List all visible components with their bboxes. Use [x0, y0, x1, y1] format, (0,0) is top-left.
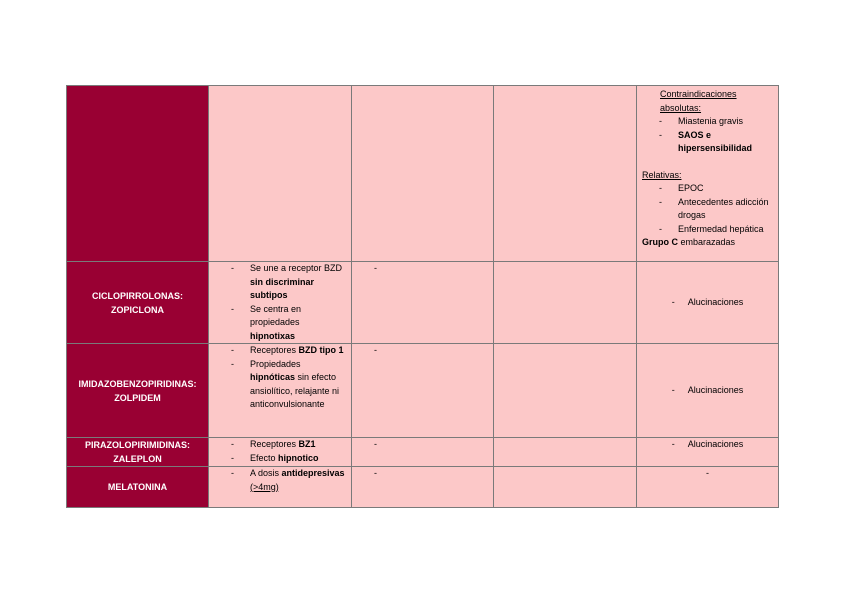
drug-name-cell: IMIDAZOBENZOPIRIDINAS: ZOLPIDEM [67, 344, 209, 438]
drug-table [66, 85, 779, 508]
table-cell [494, 467, 637, 508]
mechanism-cell [209, 438, 352, 467]
table-cell [494, 86, 637, 262]
table-row [67, 344, 779, 438]
mechanism-cell [209, 467, 352, 508]
list-item: - A dosis antidepresivas (>4mg) [231, 468, 345, 492]
list-item: - Receptores BZ1 [231, 439, 316, 449]
list-item: - Se une a receptor BZD sin discriminar subtipos [231, 263, 343, 300]
table-row [67, 467, 779, 508]
absolute-contraindications-heading: Contraindicaciones absolutas: [660, 89, 737, 113]
list-item: - Se centra en propiedades hipnotixas [231, 303, 302, 341]
relative-contraindications-list [642, 182, 770, 236]
side-effects-cell: - Alucinaciones [637, 262, 779, 344]
list-item: - Propiedades hipnóticas sin efecto ansiolítico, relajante ni anticonvulsionante [231, 358, 340, 409]
contraindications-cell [637, 86, 779, 262]
list-item: - Receptores BZD tipo 1 [231, 345, 344, 355]
drug-name-cell [67, 86, 209, 262]
list-item: - SAOS e hipersensibilidad [659, 129, 753, 153]
mechanism-cell [209, 344, 352, 438]
list-item: - Enfermedad hepática [659, 223, 764, 234]
drug-name-cell: PIRAZOLOPIRIMIDINAS: ZALEPLON [67, 438, 209, 467]
table-cell [494, 344, 637, 438]
table-cell: - [352, 467, 494, 508]
table-row [67, 86, 779, 262]
table-row [67, 262, 779, 344]
table-cell: - [352, 262, 494, 344]
table-cell [494, 438, 637, 467]
mechanism-cell [209, 262, 352, 344]
mechanism-cell [209, 86, 352, 262]
table-row [67, 438, 779, 467]
drug-name-cell: CICLOPIRROLONAS: ZOPICLONA [67, 262, 209, 344]
absolute-contraindications-list [642, 115, 770, 156]
table-cell: - [352, 438, 494, 467]
table-cell [352, 86, 494, 262]
list-item: - Miastenia gravis [659, 116, 744, 126]
table-cell [494, 262, 637, 344]
list-item: - EPOC [659, 183, 704, 193]
side-effects-cell: - [637, 467, 779, 508]
relative-contraindications-heading: Relativas: [642, 169, 682, 180]
side-effects-cell: - Alucinaciones [637, 438, 779, 467]
list-item: - Efecto hipnotico [231, 452, 319, 463]
pregnancy-group: Grupo C embarazadas [642, 237, 736, 247]
table-cell: - [352, 344, 494, 438]
drug-name-cell: MELATONINA [67, 467, 209, 508]
side-effects-cell: - Alucinaciones [637, 344, 779, 438]
list-item: - Antecedentes adicción drogas [659, 196, 769, 220]
